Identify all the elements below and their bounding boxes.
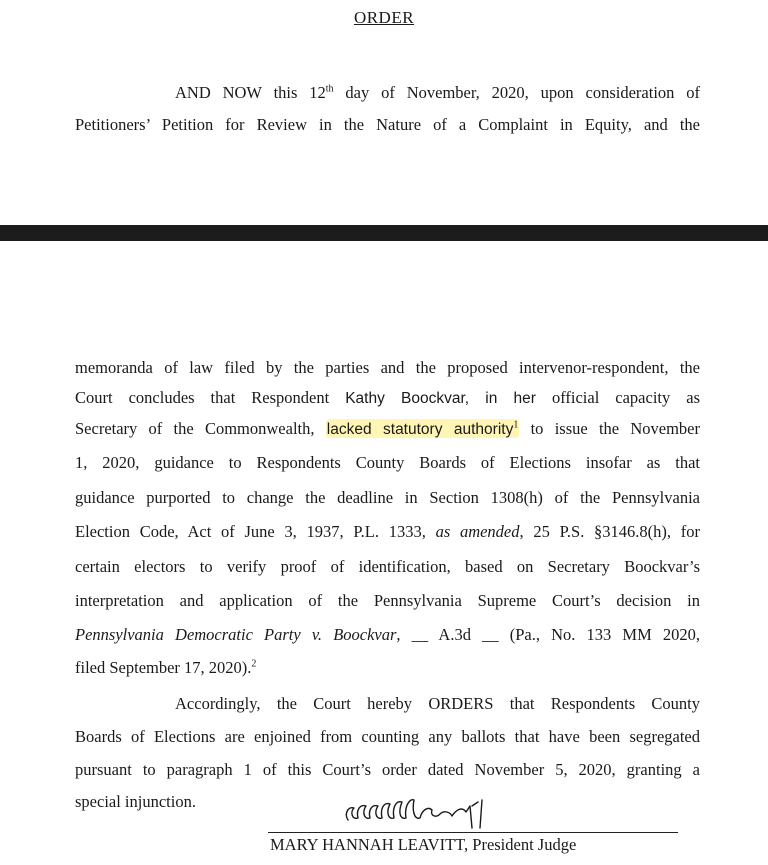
paragraph-line: Boards of Elections are enjoined from counting any ballots that have been segregated xyxy=(75,727,700,746)
document-title: ORDER xyxy=(353,8,415,27)
highlighted-text xyxy=(326,419,520,438)
footnote-marker: 2 xyxy=(251,658,257,670)
paragraph-line xyxy=(75,521,700,543)
paragraph-line: interpretation and application of the Pennsylvania Supreme Court’s decision in xyxy=(75,591,700,610)
handwritten-signature xyxy=(340,792,500,832)
text: Court concludes that Respondent xyxy=(75,388,346,407)
text: Kathy Boockvar, in her xyxy=(345,390,536,407)
redaction-bar xyxy=(0,225,768,241)
judge-name: MARY HANNAH LEAVITT, President Judge xyxy=(270,835,577,854)
paragraph-line xyxy=(75,657,700,679)
paragraph-line: guidance purported to change the deadline in Section 1308(h) of the Pennsylvania xyxy=(75,488,700,507)
text: Election Code, Act of June 3, 1937, P.L. 1333, xyxy=(75,522,426,541)
paragraph-line: Accordingly, the Court hereby ORDERS that Respondents County xyxy=(175,694,700,713)
paragraph-line: certain electors to verify proof of identification, based on Secretary Boockvar’s xyxy=(75,557,700,576)
text: lacked statutory authority xyxy=(326,421,514,438)
paragraph-line xyxy=(175,82,700,104)
signature-line xyxy=(268,832,678,833)
italic-text: as amended xyxy=(435,522,520,541)
paragraph-line: memoranda of law filed by the parties and the proposed intervenor-respondent, the xyxy=(75,358,700,377)
text: filed September 17, 2020). xyxy=(75,658,252,677)
text: day of November, 2020, upon consideration of xyxy=(333,83,700,102)
text: AND NOW this 12 xyxy=(175,83,326,102)
text: to issue the November xyxy=(519,419,701,438)
footnote-marker: 1 xyxy=(513,419,519,431)
text: Secretary of the Commonwealth, xyxy=(75,419,315,438)
paragraph-line xyxy=(75,624,700,646)
text: , 25 P.S. §3146.8(h), for xyxy=(519,522,700,541)
text: , __ A.3d __ (Pa., No. 133 MM 2020, xyxy=(396,625,700,644)
paragraph-line: 1, 2020, guidance to Respondents County Boards of Elections insofar as that xyxy=(75,453,700,472)
text: official capacity as xyxy=(535,388,700,407)
paragraph-line: Petitioners’ Petition for Review in the Nature of a Complaint in Equity, and the xyxy=(75,115,700,134)
case-name: Pennsylvania Democratic Party v. Boockvar xyxy=(75,625,397,644)
paragraph-line: pursuant to paragraph 1 of this Court’s order dated November 5, 2020, granting a xyxy=(75,760,700,779)
superscript: th xyxy=(325,83,334,95)
paragraph-line: special injunction. xyxy=(75,792,196,811)
paragraph-line xyxy=(75,418,700,441)
paragraph-line xyxy=(75,387,700,410)
